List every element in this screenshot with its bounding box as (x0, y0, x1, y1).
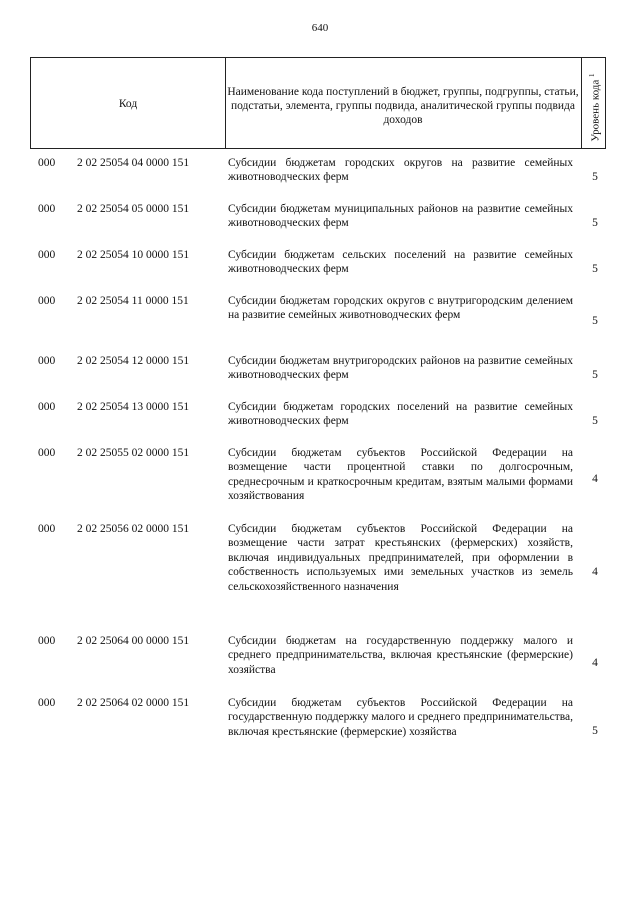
code-level: 5 (592, 171, 598, 183)
admin-code: 000 (38, 203, 56, 215)
income-code: 2 02 25054 12 0000 151 (77, 355, 190, 367)
header-divider (225, 58, 226, 148)
income-code: 2 02 25054 13 0000 151 (77, 401, 190, 413)
footnote-marker: 1 (588, 73, 596, 78)
income-name: Субсидии бюджетам субъектов Российской Федерации на возмещение части процентной ставки по долгосрочным, среднесрочным и краткосрочным кредитам, взятым малыми формами хозяйствования (228, 447, 573, 503)
admin-code: 000 (38, 697, 56, 709)
code-level: 5 (592, 369, 598, 381)
header-level (585, 74, 603, 142)
income-code: 2 02 25054 04 0000 151 (77, 157, 190, 169)
income-name: Субсидии бюджетам внутригородских районов на развитие семейных животноводческих ферм (228, 355, 573, 382)
header-level-text: Уровень кода (589, 80, 602, 142)
income-code: 2 02 25056 02 0000 151 (77, 523, 190, 535)
header-name: Наименование кода поступлений в бюджет, группы, подгруппы, статьи, подстатьи, элемента, группы подвида, аналитической группы подвида доходов (227, 86, 579, 126)
table-header (30, 57, 606, 149)
admin-code: 000 (38, 295, 56, 307)
admin-code: 000 (38, 523, 56, 535)
code-level: 5 (592, 415, 598, 427)
code-level: 4 (592, 566, 598, 578)
income-name: Субсидии бюджетам субъектов Российской Федерации на возмещение части затрат крестьянских (фермерских) хозяйств, включая индивидуальных предпринимателей, при оформлении в собственность используемых ими земельных участков из земель сельскохозяйственного назначения (228, 523, 573, 593)
income-name: Субсидии бюджетам сельских поселений на развитие семейных животноводческих ферм (228, 249, 573, 276)
admin-code: 000 (38, 401, 56, 413)
income-code: 2 02 25064 02 0000 151 (77, 697, 190, 709)
income-code: 2 02 25054 11 0000 151 (77, 295, 189, 307)
code-level: 4 (592, 473, 598, 485)
code-level: 5 (592, 263, 598, 275)
code-level: 5 (592, 217, 598, 229)
income-name: Субсидии бюджетам городских поселений на развитие семейных животноводческих ферм (228, 401, 573, 428)
code-level: 5 (592, 315, 598, 327)
code-level: 5 (592, 725, 598, 737)
income-code: 2 02 25064 00 0000 151 (77, 635, 190, 647)
income-name: Субсидии бюджетам на государственную поддержку малого и среднего предпринимательства, включая крестьянские (фермерские) хозяйства (228, 635, 573, 676)
income-code: 2 02 25054 10 0000 151 (77, 249, 190, 261)
header-code: Код (118, 98, 138, 110)
admin-code: 000 (38, 447, 56, 459)
page-number: 640 (311, 22, 329, 34)
header-level-cell (582, 58, 607, 148)
code-level: 4 (592, 657, 598, 669)
income-name: Субсидии бюджетам муниципальных районов на развитие семейных животноводческих ферм (228, 203, 573, 230)
income-code: 2 02 25055 02 0000 151 (77, 447, 190, 459)
admin-code: 000 (38, 355, 56, 367)
income-name: Субсидии бюджетам городских округов с внутригородским делением на развитие семейных животноводческих ферм (228, 295, 573, 322)
admin-code: 000 (38, 635, 56, 647)
admin-code: 000 (38, 157, 56, 169)
income-code: 2 02 25054 05 0000 151 (77, 203, 190, 215)
income-name: Субсидии бюджетам городских округов на развитие семейных животноводческих ферм (228, 157, 573, 184)
income-name: Субсидии бюджетам субъектов Российской Федерации на государственную поддержку малого и среднего предпринимательства, включая крестьянские (фермерские) хозяйства (228, 697, 573, 738)
admin-code: 000 (38, 249, 56, 261)
